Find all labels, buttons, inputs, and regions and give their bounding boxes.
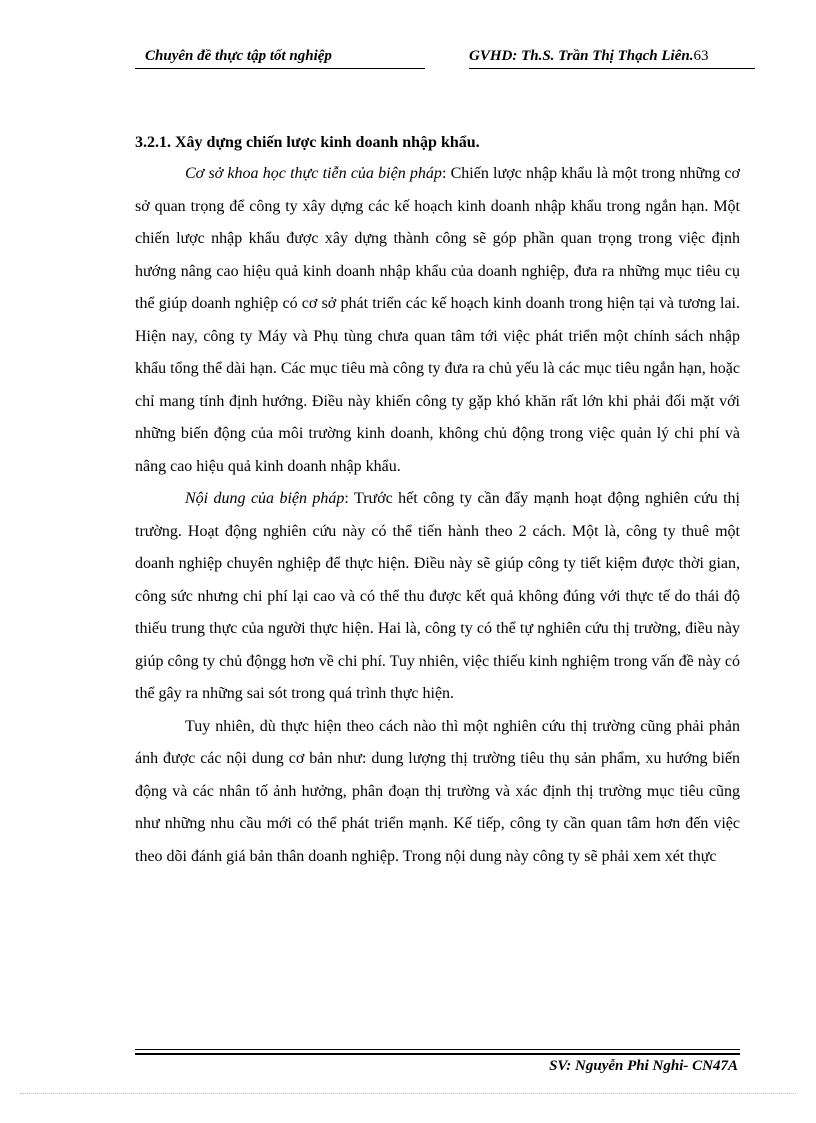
header-advisor	[469, 48, 755, 69]
page-content	[135, 128, 740, 873]
paragraph-text: Tuy nhiên, dù thực hiện theo cách nào thì một nghiên cứu thị trường cũng phải phản ánh được các nội dung cơ bản như: dung lượng thị trường tiêu thụ sản phẩm, xu hướng biến động và các nhân tố ảnh hưởng, phân đoạn thị trường và xác định thị trường mục tiêu cũng như những nhu cầu mới có thể phát triển mạnh. Kế tiếp, công ty cần quan tâm hơn đến việc theo dõi đánh giá bản thân doanh nghiệp. Trong nội dung này công ty sẽ phải xem xét thực	[135, 717, 740, 865]
header-advisor-name: GVHD: Th.S. Trần Thị Thạch Liên.	[469, 48, 694, 64]
section-heading: 3.2.1. Xây dựng chiến lược kinh doanh nhập khẩu.	[135, 134, 480, 151]
footer-rule-thick	[135, 1053, 740, 1055]
paragraph-content	[135, 483, 740, 711]
paragraph-research	[135, 711, 740, 874]
page-header	[135, 48, 755, 72]
paragraph-text: : Chiến lược nhập khẩu là một trong những cơ sở quan trọng để công ty xây dựng các kế hoạch kinh doanh nhập khẩu trong ngắn hạn. Một chiến lược nhập khẩu được xây dựng thành công sẽ góp phần quan trọng trong việc định hướng nâng cao hiệu quả kinh doanh nhập khẩu của doanh nghiệp, đưa ra những mục tiêu cụ thể giúp doanh nghiệp có cơ sở phát triển các kế hoạch kinh doanh trong hiện tại và tương lai. Hiện nay, công ty Máy và Phụ tùng chưa quan tâm tới việc phát triển một chính sách nhập khẩu tổng thể dài hạn. Các mục tiêu mà công ty đưa ra chủ yếu là các mục tiêu ngắn hạn, hoặc chỉ mang tính định hướng. Điều này khiến công ty gặp khó khăn rất lớn khi phải đối mặt với những biến động của môi trường kinh doanh, không chủ động trong việc quản lý chi phí và nâng cao hiệu quả kinh doanh nhập khẩu.	[135, 165, 740, 475]
footer-rule	[135, 1049, 740, 1050]
paragraph-lead: Cơ sở khoa học thực tiễn của biện pháp	[185, 165, 442, 182]
footer-student: SV: Nguyễn Phi Nghi- CN47A	[549, 1058, 738, 1074]
paragraph-lead: Nội dung của biện pháp	[185, 490, 345, 507]
paragraph-text: : Trước hết công ty cần đẩy mạnh hoạt động nghiên cứu thị trường. Hoạt động nghiên cứu này có thể tiến hành theo 2 cách. Một là, công ty thuê một doanh nghiệp chuyên nghiệp để thực hiện. Điều này sẽ giúp công ty tiết kiệm được thời gian, công sức nhưng chi phí lại cao và có thể thu được kết quả không đúng với thực tế do thái độ thiếu trung thực của người thực hiện. Hai là, công ty có thể tự nghiên cứu thị trường, điều này giúp công ty chủ độngg hơn về chi phí. Tuy nhiên, việc thiếu kinh nghiệm trong vấn đề này có thể gây ra những sai sót trong quá trình thực hiện.	[135, 490, 740, 702]
paragraph-basis	[135, 158, 740, 483]
page-number: 63	[693, 48, 709, 64]
page-bottom-divider	[20, 1093, 796, 1094]
header-title: Chuyên đề thực tập tốt nghiệp	[135, 48, 425, 69]
